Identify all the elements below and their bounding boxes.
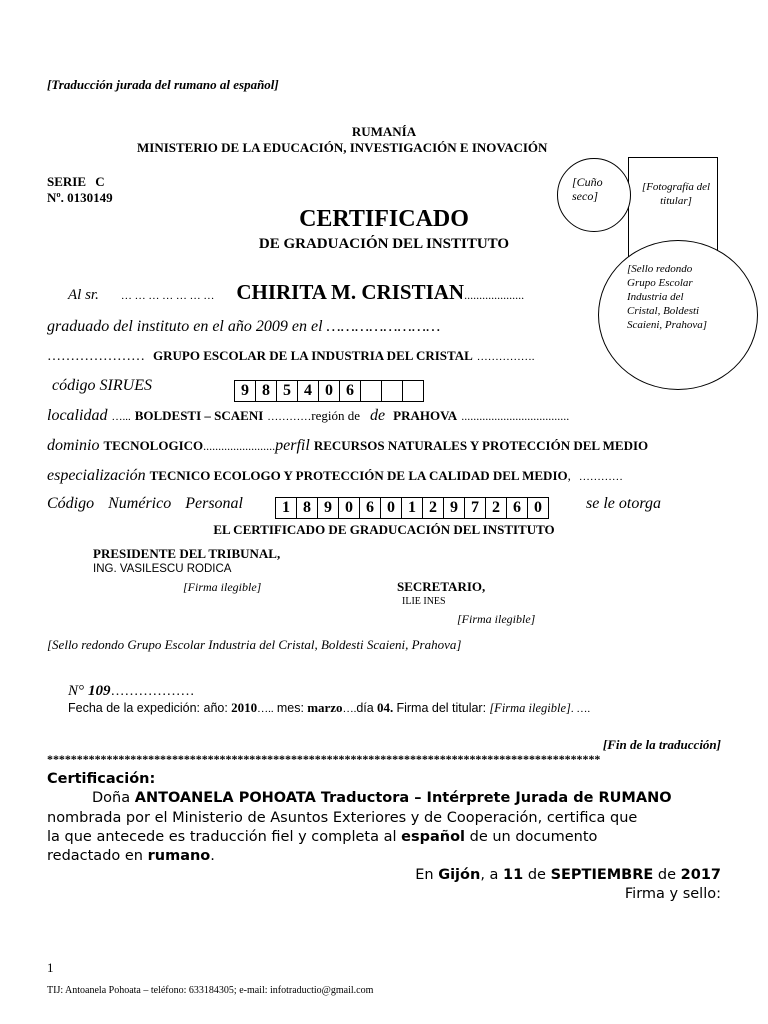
issue-no-label: N° <box>68 683 85 699</box>
place-a: En <box>415 867 434 883</box>
end-of-translation: [Fin de la traducción] <box>602 737 721 752</box>
specialization-label: especialización <box>47 467 146 484</box>
certification-p3 <box>47 829 597 845</box>
cert-p3-lang: español <box>401 829 466 845</box>
domain-label: dominio <box>47 437 100 454</box>
school-line <box>47 347 535 365</box>
place-month: SEPTIEMBRE <box>550 867 654 883</box>
cert-p3-a: la que antecede es traducción fiel y completa al <box>47 829 397 845</box>
cnp-digit: 0 <box>527 497 549 519</box>
ministry-heading: MINISTERIO DE LA EDUCACIÓN, INVESTIGACIÓN E INOVACIÓN <box>137 140 548 155</box>
issue-dots2: …. <box>342 703 357 715</box>
place-b: , a <box>480 867 499 883</box>
issue-month: marzo <box>307 700 343 715</box>
president-name: ING. VASILESCU RODICA <box>93 563 232 575</box>
issue-dots3: . …. <box>570 703 591 715</box>
specialization-value: TECNICO ECOLOGO Y PROTECCIÓN DE LA CALIDAD DEL MEDIO <box>149 468 568 483</box>
region-label: región de <box>311 408 361 423</box>
serie-label: SERIE C <box>47 174 105 189</box>
issue-date-line <box>68 700 590 716</box>
sirues-label: código SIRUES <box>52 377 152 394</box>
profile-label: perfil <box>275 437 310 454</box>
secretary-name: ILIE INES <box>402 596 446 607</box>
cnp-digit: 6 <box>506 497 528 519</box>
cnp-digit: 8 <box>296 497 318 519</box>
place-day: 11 <box>503 867 524 883</box>
certification-heading: Certificación: <box>47 771 156 787</box>
location-line <box>47 407 569 425</box>
holder-dots-after: .................... <box>464 288 525 302</box>
certification-p1 <box>92 790 672 806</box>
holder-name: CHIRITA M. CRISTIAN <box>236 280 465 304</box>
cnp-digit: 2 <box>485 497 507 519</box>
issue-date-prefix: Fecha de la expedición: año: <box>68 701 228 715</box>
cnp-digit: 0 <box>338 497 360 519</box>
holder-line <box>68 280 524 305</box>
cert-p4-b: . <box>210 848 215 864</box>
photo-note: [Fotografía del titular] <box>641 181 711 207</box>
cnp-suffix: se le otorga <box>586 495 661 512</box>
holder-prefix: Al sr. <box>68 287 99 303</box>
sirues-digit <box>402 380 424 402</box>
specialization-comma: , <box>567 468 571 483</box>
dry-seal-note: [Cuño seco] <box>572 175 603 203</box>
translator-name: ANTOANELA POHOATA Traductora – Intérprete Jurada de RUMANO <box>134 790 672 806</box>
cnp-digit: 1 <box>275 497 297 519</box>
issue-month-label: mes: <box>276 701 304 715</box>
certification-p2: nombrada por el Ministerio de Asuntos Exteriores y de Cooperación, certifica que <box>47 810 638 826</box>
secretary-title: SECRETARIO, <box>397 579 486 594</box>
country-heading: RUMANÍA <box>351 124 417 139</box>
certification-place-date <box>415 867 721 883</box>
domain-line <box>47 437 648 455</box>
cert-p4-lang: rumano <box>147 848 211 864</box>
secretary-signature: [Firma ilegible] <box>457 612 536 626</box>
place-c: de <box>527 867 546 883</box>
location-town: BOLDESTI – SCAENI <box>134 408 264 423</box>
domain-value: TECNOLOGICO <box>103 438 204 453</box>
cnp-label: Código Numérico Personal <box>47 495 243 512</box>
round-seal-note: [Sello redondo Grupo Escolar Industria del Cristal, Boldesti Scaieni, Prahova] <box>627 263 708 331</box>
cert-p1-a: Doña <box>92 790 131 806</box>
place-city: Gijón <box>438 867 481 883</box>
issue-day-label: día <box>356 701 374 715</box>
cnp-digit: 9 <box>443 497 465 519</box>
certification-p4 <box>47 848 215 864</box>
sirues-digit: 8 <box>255 380 277 402</box>
issue-number-line <box>68 682 195 700</box>
president-title: PRESIDENTE DEL TRIBUNAL, <box>93 546 281 561</box>
issue-day: 04. <box>376 700 394 715</box>
translation-note: [Traducción jurada del rumano al español] <box>47 77 279 92</box>
sirues-digit <box>381 380 403 402</box>
cert-p3-b: de un documento <box>469 829 598 845</box>
asterisk-divider: ********************************************************************************************* <box>47 752 601 766</box>
number-label: Nº. 0130149 <box>47 190 113 205</box>
issue-year: 2010 <box>231 700 258 715</box>
issue-dots1: ….. <box>257 703 274 715</box>
graduation-line: graduado del instituto en el año 2009 en el …………………… <box>47 318 441 335</box>
round-seal-statement: [Sello redondo Grupo Escolar Industria del Cristal, Boldesti Scaieni, Prahova] <box>47 637 462 652</box>
certificate-subtitle: DE GRADUACIÓN DEL INSTITUTO <box>258 236 510 252</box>
cnp-digit: 1 <box>401 497 423 519</box>
sirues-digit: 5 <box>276 380 298 402</box>
place-year: 2017 <box>680 867 721 883</box>
school-name: GRUPO ESCOLAR DE LA INDUSTRIA DEL CRISTAL <box>153 348 473 363</box>
cnp-digit: 7 <box>464 497 486 519</box>
domain-dots: ........................ <box>203 439 276 453</box>
granted-statement: EL CERTIFICADO DE GRADUCACIÓN DEL INSTITUTO <box>213 522 555 537</box>
sirues-digit: 9 <box>234 380 256 402</box>
holder-dots: … … … … … … … <box>120 290 215 302</box>
school-dots-after: ……………. <box>476 351 535 363</box>
location-label: localidad <box>47 407 108 424</box>
cnp-digit: 6 <box>359 497 381 519</box>
location-dots: …... <box>111 411 131 423</box>
issue-no-dots: ……………… <box>110 684 195 699</box>
footer-contact: TIJ: Antoanela Pohoata – teléfono: 633184305; e-mail: infotraductio@gmail.com <box>47 985 374 996</box>
cnp-digit: 9 <box>317 497 339 519</box>
specialization-dots: ………… <box>578 471 623 483</box>
president-signature: [Firma ilegible] <box>183 580 262 594</box>
school-dots: ………………… <box>47 349 145 364</box>
specialization-line <box>47 467 623 485</box>
region-de: de <box>370 407 386 424</box>
sirues-digit: 6 <box>339 380 361 402</box>
sirues-boxes <box>235 380 424 402</box>
page-number: 1 <box>47 960 54 975</box>
holder-signature: [Firma ilegible] <box>489 701 571 715</box>
cnp-digit: 0 <box>380 497 402 519</box>
region-value: PRAHOVA <box>393 408 458 423</box>
profile-value: RECURSOS NATURALES Y PROTECCIÓN DEL MEDIO <box>313 438 649 453</box>
sirues-digit <box>360 380 382 402</box>
sirues-digit: 0 <box>318 380 340 402</box>
region-dots: .................................... <box>461 409 570 423</box>
signature-and-seal: Firma y sello: <box>624 886 721 902</box>
cnp-boxes <box>276 497 549 519</box>
cert-p4-a: redactado en <box>47 848 143 864</box>
issue-no-value: 109 <box>88 683 111 699</box>
cnp-digit: 2 <box>422 497 444 519</box>
certificate-title: CERTIFICADO <box>299 206 469 232</box>
holder-sig-label: Firma del titular: <box>396 701 487 715</box>
sirues-digit: 4 <box>297 380 319 402</box>
place-d: de <box>657 867 677 883</box>
location-dots2: ………… <box>267 411 312 423</box>
